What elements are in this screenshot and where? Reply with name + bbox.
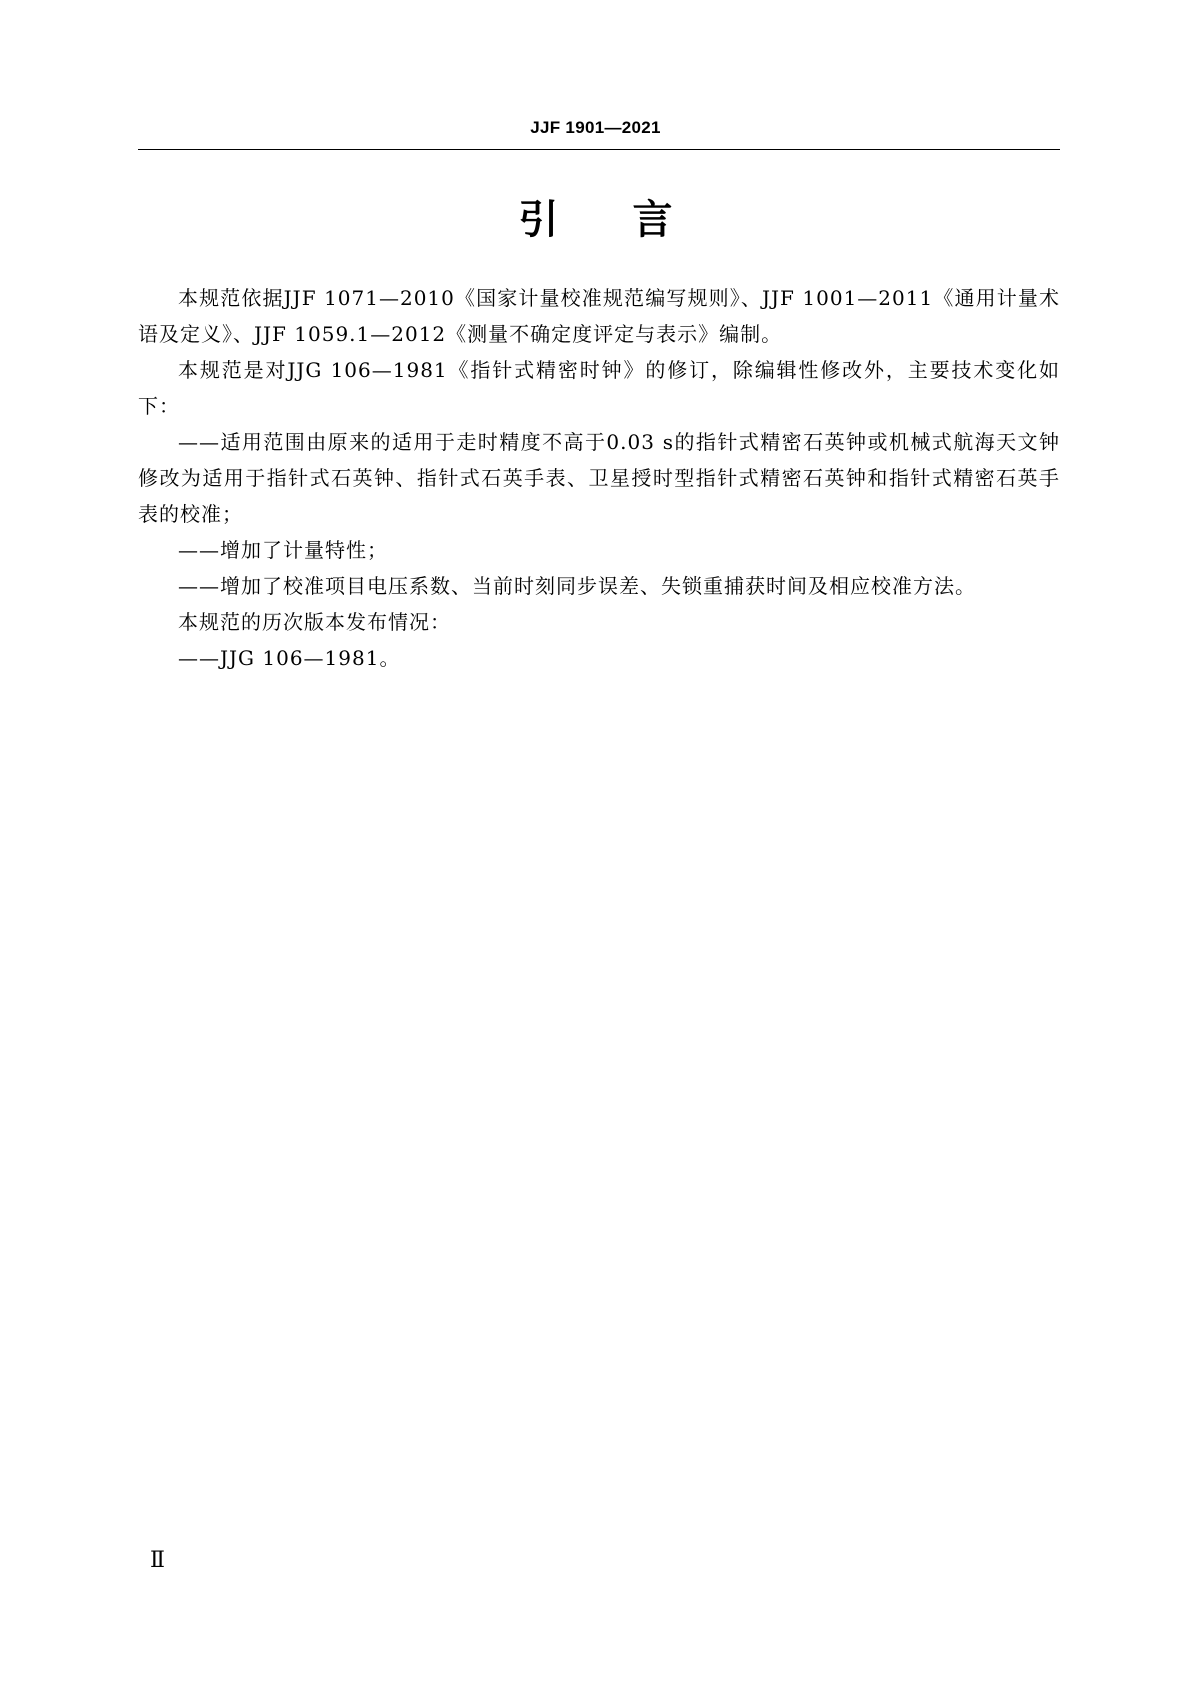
paragraph-history-item: ——JJG 106—1981。 — [178, 646, 401, 670]
paragraph-basis: 本规范依据JJF 1071—2010《国家计量校准规范编写规则》、JJF 1001—2011《通用计量术语及定义》、JJF 1059.1—2012《测量不确定度评定与表示》编制。 — [138, 286, 1060, 346]
section-title: 引 言 — [518, 197, 673, 243]
paragraph-change-items: ——增加了校准项目电压系数、当前时刻同步误差、失锁重捕获时间及相应校准方法。 — [178, 574, 976, 598]
paragraph-revision-intro: 本规范是对JJG 106—1981《指针式精密时钟》的修订，除编辑性修改外，主要技术变化如下： — [138, 358, 1060, 418]
paragraph-change-scope: ——适用范围由原来的适用于走时精度不高于0.03 s的指针式精密石英钟或机械式航海天文钟修改为适用于指针式石英钟、指针式石英手表、卫星授时型指针式精密石英钟和指针式精密石英手表的校准； — [138, 430, 1060, 526]
page-number: Ⅱ — [150, 1548, 165, 1573]
paragraph-change-characteristics: ——增加了计量特性； — [178, 538, 388, 562]
body-text — [138, 280, 1060, 676]
page-header-standard-number: JJF 1901—2021 — [530, 118, 661, 137]
header-rule — [138, 149, 1060, 150]
paragraph-history-intro: 本规范的历次版本发布情况： — [178, 610, 451, 634]
